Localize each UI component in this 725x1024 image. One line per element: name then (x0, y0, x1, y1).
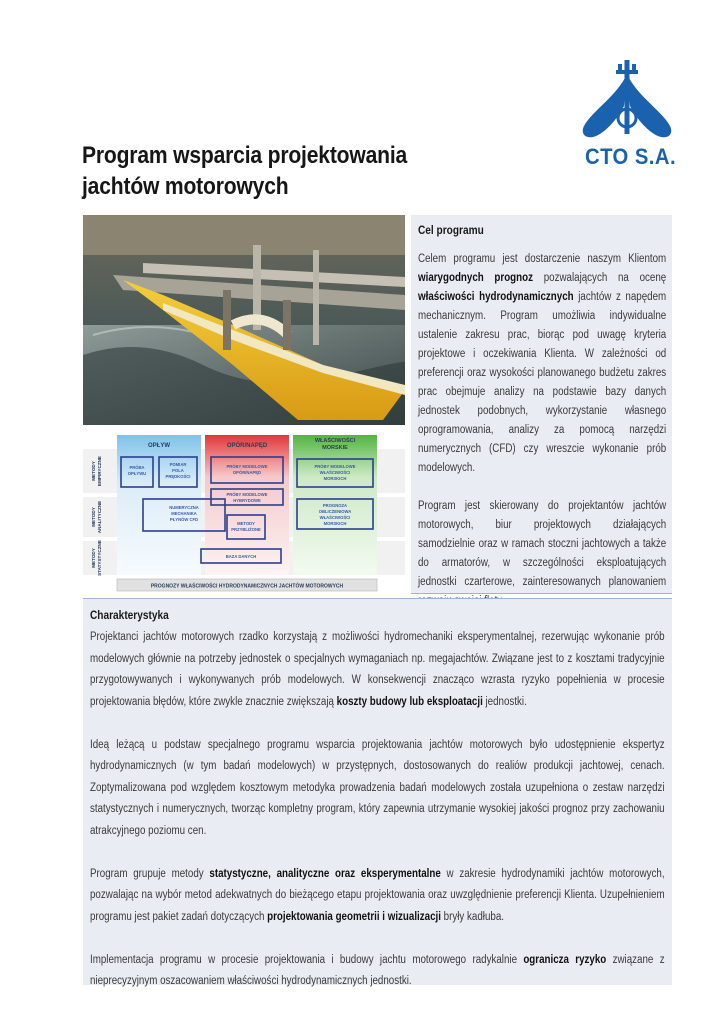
svg-text:MORSKICH: MORSKICH (323, 521, 347, 526)
char-paragraph-2: Ideą leżącą u podstaw specjalnego programu wsparcia projektowania jachtów motorowych było udostępnienie ekspertyz hydrodynamicznych (w tym badań modelowych) w przystępnych, dostosowanych do realiów produkcji jachtowej, cenach. Zoptymalizowana pod względem kosztowym metodyka prowadzenia badań modelowych została uzupełniona o zestaw narzędzi statystycznych i numerycznych, tworząc kompletny program, który zapewnia utrzymanie wysokiej jakości prognoz przy zachowaniu atrakcyjnego poziomu cen. (90, 738, 665, 837)
svg-text:POLA: POLA (172, 468, 184, 473)
char-paragraph-1: Projektanci jachtów motorowych rzadko korzystają z możliwości hydromechaniki eksperymentalnej, rezerwując wykonanie prób modelowych głównie na potrzeby jednostek o specjalnych wymaganiach np. megajachtów. Związane jest to z kosztami tradycyjnie przygotowywanych i wykonywanych prób modelowych. W konsekwencji znacząco wzrasta ryzyko popełnienia w procesie projektowania błędów, które zwykle znacznie zwiększają koszty budowy lub eksploatacji jednostki. (90, 631, 665, 708)
diagram-footer: PROGNOZY WŁAŚCIWOŚCI HYDRODYNAMICZNYCH JACHTÓW MOTOROWYCH (150, 583, 344, 590)
svg-text:OPŁYWU: OPŁYWU (127, 471, 147, 476)
svg-text:PRĘDKOŚCI: PRĘDKOŚCI (165, 474, 191, 479)
cel-programu-heading: Cel programu (418, 225, 484, 237)
col-opor-naped: OPÓR/NAPĘD (226, 443, 268, 449)
svg-text:PRÓBY MODELOWE: PRÓBY MODELOWE (226, 464, 268, 469)
svg-text:PROGNOZA: PROGNOZA (322, 503, 348, 508)
row-label-statystyczne-2: STATYSTYCZNE (97, 540, 102, 576)
svg-text:HYBRYDOWE: HYBRYDOWE (233, 498, 261, 503)
page-title-line-2: jachtów motorowych (82, 173, 289, 200)
page-title-line-1: Program wsparcia projektowania (82, 142, 408, 169)
svg-text:PŁYNÓW CFD: PŁYNÓW CFD (169, 517, 199, 522)
cto-logo-text: CTO S.A. (585, 144, 677, 169)
row-label-analityczne-2: ANALITYCZNE (97, 500, 102, 534)
row-label-statystyczne-1: METODY (91, 548, 96, 568)
col-wlasciwosci: WŁAŚCIWOŚCI (314, 438, 356, 444)
page-title (82, 140, 452, 202)
charakterystyka-text (90, 627, 665, 993)
svg-text:POMIAR: POMIAR (169, 462, 187, 467)
svg-text:OBLICZENIOWA: OBLICZENIOWA (318, 509, 352, 514)
svg-text:MORSKICH: MORSKICH (323, 476, 347, 481)
svg-text:WŁAŚCIWOŚCI: WŁAŚCIWOŚCI (319, 470, 351, 475)
svg-text:PRÓBY MODELOWE: PRÓBY MODELOWE (314, 464, 356, 469)
svg-text:PRÓBY MODELOWE: PRÓBY MODELOWE (226, 492, 268, 497)
col-oplyw: OPŁYW (148, 443, 170, 449)
svg-text:WŁAŚCIWOŚCI: WŁAŚCIWOŚCI (319, 515, 351, 520)
cel-paragraph-2: Program jest skierowany do projektantów jachtów motorowych, biur projektowych działających samodzielnie oraz w ramach stoczni jachtowych a także do armatorów, w szczególności eksploatujących jednostki czarterowe, zainteresowanych planowaniem (418, 500, 667, 588)
svg-text:METODY: METODY (237, 521, 255, 526)
char-paragraph-4: Implementacja programu w procesie projektowania i budowy jachtu motorowego radykalnie ogranicza ryzyko związane z nieprecyzyjnym oszacowaniem właściwości hydrodynamicznych jednostki. (90, 953, 665, 987)
row-label-analityczne-1: METODY (91, 507, 96, 527)
svg-text:BAZA DANYCH: BAZA DANYCH (225, 554, 257, 559)
svg-text:MECHANIKA: MECHANIKA (171, 511, 197, 516)
svg-text:NUMERYCZNA: NUMERYCZNA (169, 505, 199, 510)
methods-diagram (83, 433, 405, 595)
cel-programu-text (418, 250, 666, 611)
svg-text:PRÓBA: PRÓBA (129, 465, 145, 470)
svg-text:PRZYBLIŻONE: PRZYBLIŻONE (231, 527, 261, 532)
cel-paragraph-1: Celem programu jest dostarczenie naszym Klientom wiarygodnych prognoz pozwalających na ocenę właściwości hydrodynamicznych jachtów z napędem mechanicznym. Program umożliwia indywidualne ustalenie zakresu prac, biorąc pod uwagę kryteria projektowe i oczekiwania Klienta. W zależności od preferencji oraz wysokości planowanego budżetu zakres prac obejmuje analizy na podstawie bazy danych jednostek podobnych, wykorzystanie własnego oprogramowania, analizy za pomocą narzędzi numerycznych (CFD) czy wreszcie wykonanie prób modelowych. (418, 253, 667, 474)
svg-text:OPÓR/NAPĘD: OPÓR/NAPĘD (232, 470, 262, 475)
yacht-model-photo (83, 215, 405, 425)
row-label-empiryczne-2: EMPIRYCZNE (97, 456, 102, 486)
row-label-empiryczne-1: METODY (91, 461, 96, 481)
char-paragraph-3: Program grupuje metody statystyczne, analityczne oraz eksperymentalne w zakresie hydrodynamiki jachtów motorowych, pozwalając na wybór metod adekwatnych do bieżącego etapu projektowania oraz uwzględnienie preferencji Klienta. Uzupełnieniem programu jest pakiet zadań dotyczących projektowania geometrii i wizualizacji bryły kadłuba. (90, 867, 665, 923)
charakterystyka-heading: Charakterystyka (90, 610, 169, 622)
col-morskie: MORSKIE (322, 445, 348, 451)
